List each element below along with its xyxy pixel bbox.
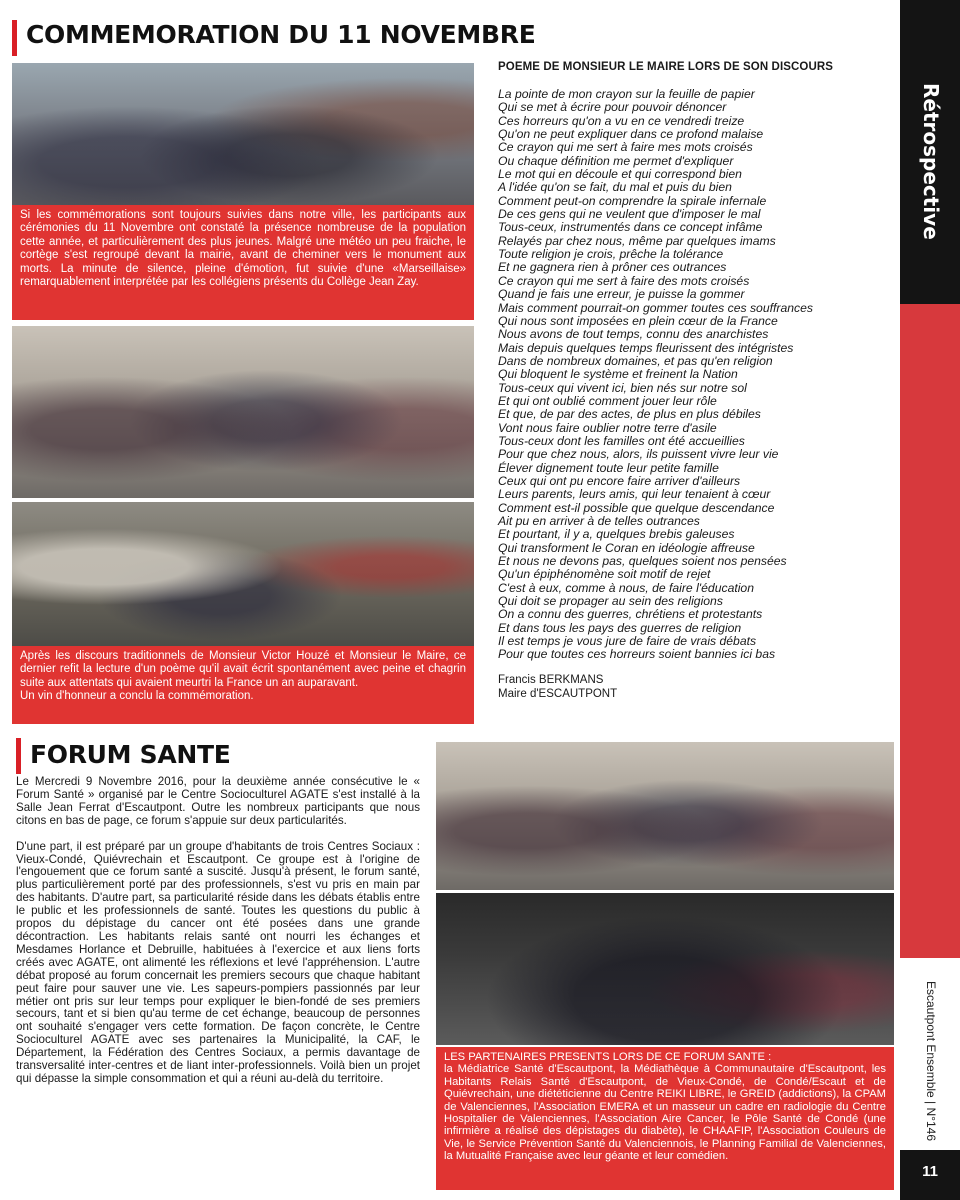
poem-line: Mais comment pourrait-on gommer toutes ces souffrances — [498, 300, 813, 315]
poem-line: Dans de nombreux domaines, et pas qu'en religion — [498, 353, 773, 368]
poem-line: Et nous ne devons pas, quelques soient nos pensées — [498, 554, 787, 569]
ceremony-photo — [12, 63, 474, 205]
students-photo — [12, 326, 474, 498]
commemoration-title: COMMEMORATION DU 11 NOVEMBRE — [26, 20, 536, 49]
poem-line: Toute religion je crois, prêche la tolérance — [498, 247, 724, 262]
ceremony-caption — [12, 205, 474, 320]
poem-author: Francis BERKMANS — [498, 674, 604, 686]
forum-title: FORUM SANTE — [30, 740, 231, 769]
poem-line: Comment est-il possible que quelque descendance — [498, 500, 775, 515]
poem-line: Qui se met à écrire pour pouvoir dénoncer — [498, 100, 727, 115]
poem-title: POEME DE MONSIEUR LE MAIRE LORS DE SON DISCOURS — [498, 61, 834, 73]
poem-line: La pointe de mon crayon sur la feuille de papier — [498, 87, 755, 101]
poem-line: Élever dignement toute leur petite famille — [498, 460, 719, 475]
poem-line: Tous-ceux, instrumentés dans ce concept infâme — [498, 220, 763, 235]
poem-line: Qui bloquent le système et freinent la Nation — [498, 367, 738, 382]
poem-line: A l'idée qu'on se fait, du mal et puis du bien — [498, 180, 732, 195]
poem-line: Ce crayon qui me sert à faire des mots croisés — [498, 273, 750, 288]
partners-title: LES PARTENAIRES PRESENTS LORS DE CE FORUM SANTE : — [444, 1051, 772, 1063]
poem-line: Nous avons de tout temps, connu des anarchistes — [498, 327, 769, 342]
poem-line: Et qui ont oublié comment jouer leur rôle — [498, 393, 717, 408]
magazine-label: Escautpont Ensemble | N°146 — [924, 980, 938, 1141]
speech-caption-text: Après les discours traditionnels de Monsieur Victor Houzé et Monsieur le Maire, ce dernier refit la lecture d'un poème qu'il avait écrit spontanément avec peine et chagrin suite aux attentats qui avaient meurtri la France un an auparavant. — [20, 650, 466, 689]
poem-line: Vont nous faire oublier notre terre d'asile — [498, 420, 717, 435]
poem-signature — [498, 673, 617, 701]
monument-photo — [12, 502, 474, 646]
poem-line: Qu'un épiphénomène soit motif de rejet — [498, 567, 711, 582]
forum-paragraph-2: D'une part, il est préparé par un groupe d'habitants de trois Centres Sociaux : Vieux-Condé, Quiévrechain et Escautpont. Ce groupe est à l'origine de l'engouement que ce forum santé a suscité. Jusqu'à présent, le forum santé, plus particulièrement porté par des professionnels, s'est vu pris en main par des habitants. D'autre part, sa particularité réside dans les débats établis entre le public et les professionnels de santé. Toutes les questions du public à propos du dépistage du cancer ont été posées dans une grande décontraction. Les habitants relais santé ont nourri les échanges et Mesdames Horlance et Debruille, habituées à l'exercice et aux liens forts créés avec AGATE, ont alimenté les réflexions et levé l'appréhension. L'autre débat proposé au forum concernait les premiers secours que chaque habitant peut faire pour sauver une vie. Les sapeurs-pompiers passionnés par leur métier ont pris sur leur temps pour expliquer le bien-fondé de ses premiers secours, tant et si bien qu'au terme de cet échange, beaucoup de personnes ont souhaité s'engager vers cette formation. De façon concrète, le Centre Socioculturel AGATE avec ses partenaires la Municipalité, la CAF, le Département, la Fédération des Centres Sociaux, a permis davantage de transversalité inter-centres et de liant inter-professionnels. Voilà bien un projet qui dépasse la simple consommation et qui a réuni au-delà du territoire. — [16, 839, 420, 1085]
poem-line: Il est temps je vous jure de faire de vrais débats — [498, 634, 757, 649]
poem-line: Ce crayon qui me sert à faire mes mots croisés — [498, 140, 753, 155]
poem-line: Relayés par chez nous, même par quelques imams — [498, 233, 776, 248]
title-accent-bar — [12, 20, 17, 56]
poem-line: Ces horreurs qu'on a vu en ce vendredi treize — [498, 113, 745, 128]
poem-line: Qui transforment le Coran en idéologie affreuse — [498, 540, 755, 555]
poem-line: Le mot qui en découle et qui correspond bien — [498, 167, 742, 182]
poem-line: Et dans tous les pays des guerres de religion — [498, 620, 742, 635]
poem-line: Qu'on ne peut expliquer dans ce profond malaise — [498, 127, 764, 142]
partners-list: la Médiatrice Santé d'Escautpont, la Médiathèque à Communautaire d'Escautpont, les Habitants Relais Santé d'Escautpont, de Vieux-Condé, de Condé/Escaut et de Quiévrechain, une diététicienne du Centre REIKI LIBRE, le GREID (addictions), la CPAM de Valenciennes, l'Association EMERA et un masseur un cadre en radiologie du Centre Hospitalier de Valenciennes, l'Association Aire Cancer, le Pôle Santé de Condé (une infirmière a réalisé des dépistages du diabète), le CHAAFIP, l'Association Couleurs de Vie, le Service Prévention Santé du Valenciennois, le Planning Familial de Valenciennes, la Mutualité Française avec leur géante et leur comédien. — [444, 1063, 886, 1163]
poem-line: Et ne gagnera rien à prôner ces outrances — [498, 260, 727, 275]
ceremony-caption-text: Si les commémorations sont toujours suivies dans notre ville, les participants aux cérémonies du 11 Novembre ont constaté la présence nombreuse de la population cette année, et particulièrement des plus jeunes. Malgré une météo un peu fraiche, le cortège s'est regroupé devant la mairie, avant de cheminer vers le monument aux morts. La minute de silence, pleine d'émotion, fut suivie d'une «Marseillaise» remarquablement interprétée par les collégiens présents du Collège Jean Zay. — [20, 209, 466, 289]
poem-line: Ait pu en arriver à de telles outrances — [498, 514, 700, 528]
poem-line: Ceux qui ont pu encore faire arriver d'ailleurs — [498, 473, 741, 488]
forum-tables-photo — [436, 742, 894, 890]
poem-line: Tous-ceux dont les familles ont été accueillies — [498, 433, 745, 448]
poem-line: Comment peut-on comprendre la spirale infernale — [498, 193, 767, 208]
poem-line: Et que, de par des actes, de plus en plus débiles — [498, 407, 761, 422]
poem-line: Pour que toutes ces horreurs soient bannies ici bas — [498, 647, 776, 662]
poem-line: Pour que chez nous, alors, ils puissent vivre leur vie — [498, 447, 779, 462]
poem-line: Leurs parents, leurs amis, qui leur tenaient à cœur — [498, 487, 771, 502]
poem-author-role: Maire d'ESCAUTPONT — [498, 688, 618, 700]
forum-group-photo — [436, 893, 894, 1045]
poem-line: Tous-ceux qui vivent ici, bien nés sur notre sol — [498, 380, 747, 395]
section-label: Rétrospective — [919, 83, 943, 240]
poem-line: Ou chaque définition me permet d'expliquer — [498, 153, 734, 168]
poem-line: Qui nous sont imposées en plein cœur de la France — [498, 313, 778, 328]
poem-line: Mais depuis quelques temps fleurissent des intégristes — [498, 340, 794, 355]
poem-line: Qui doit se propager au sein des religions — [498, 594, 723, 609]
forum-article — [16, 776, 420, 1099]
poem-line: C'est à eux, comme à nous, de faire l'éducation — [498, 580, 754, 595]
poem-line: On a connu des guerres, chrétiens et protestants — [498, 607, 763, 622]
poem-body — [498, 88, 898, 662]
speech-caption-end: Un vin d'honneur a conclu la commémoration. — [20, 690, 254, 703]
poem-line: De ces gens qui ne veulent que d'imposer le mal — [498, 207, 761, 222]
poem-line: Et pourtant, il y a, quelques brebis galeuses — [498, 527, 735, 542]
partners-box — [436, 1047, 894, 1190]
speech-caption — [12, 646, 474, 724]
sidebar — [900, 0, 960, 1200]
poem-line: Quand je fais une erreur, je puisse la gommer — [498, 287, 745, 302]
forum-paragraph-1: Le Mercredi 9 Novembre 2016, pour la deuxième année consécutive le « Forum Santé » organisé par le Centre Socioculturel AGATE s'est installé à la Salle Jean Ferrat d'Escautpont. Outre les nombreux participants que nous citons en bas de page, ce forum s'appuie sur deux particularités. — [16, 775, 420, 827]
page-number: 11 — [922, 1163, 938, 1180]
forum-accent-bar — [16, 738, 21, 774]
sidebar-red-block — [900, 304, 960, 958]
